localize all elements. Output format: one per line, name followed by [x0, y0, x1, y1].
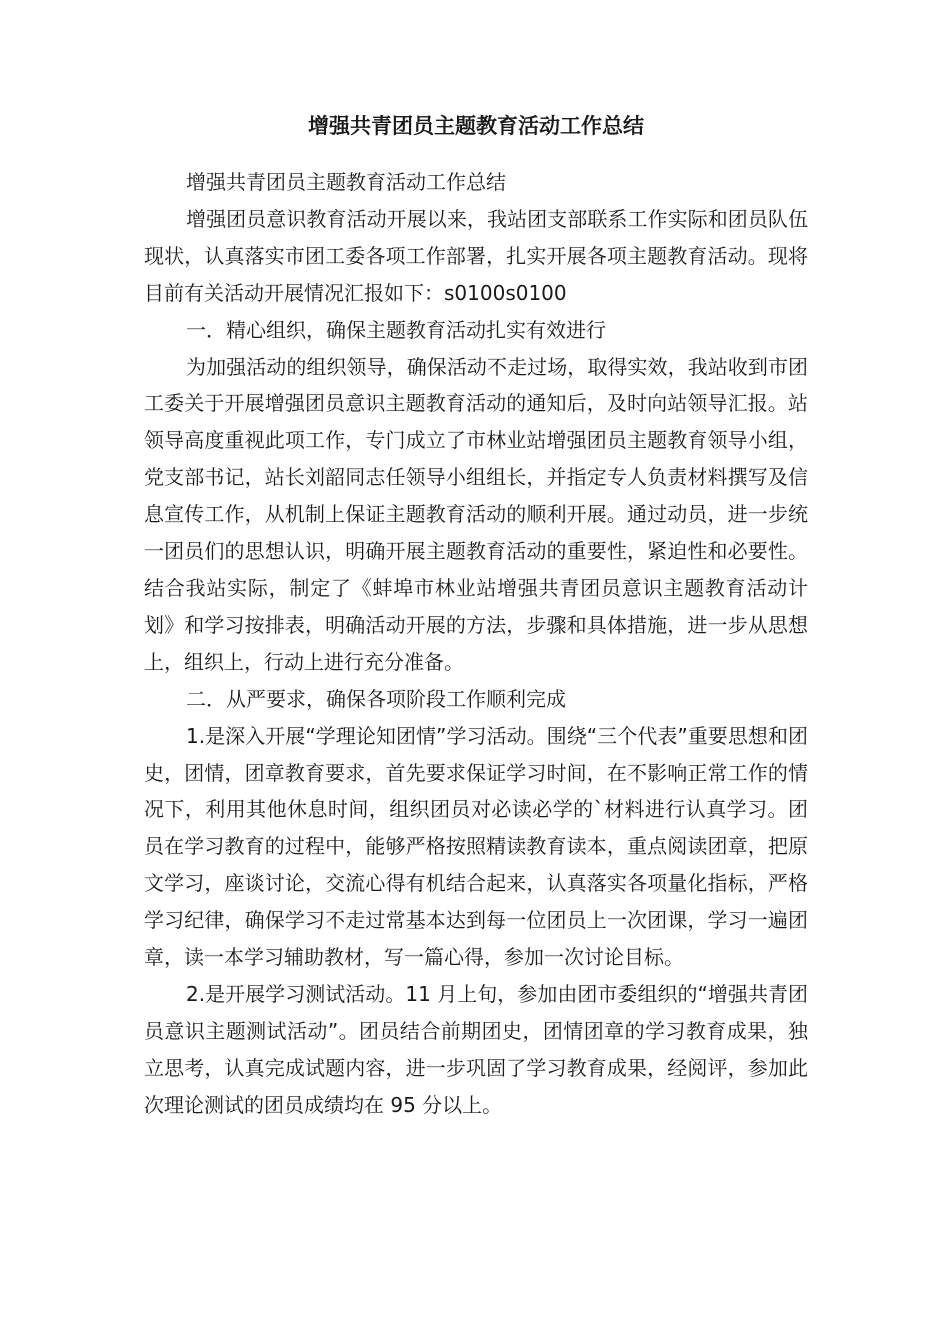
section-heading-1: 一．精心组织，确保主题教育活动扎实有效进行 — [186, 317, 606, 342]
document-title: 增强共青团员主题教育活动工作总结 — [308, 114, 644, 138]
paragraph-subtitle: 增强共青团员主题教育活动工作总结 — [186, 170, 506, 194]
section-heading-2: 二．从严要求，确保各项阶段工作顺利完成 — [186, 686, 566, 711]
paragraph-item-1: 1.是深入开展“学理论知团情”学习活动。围绕“三个代表”重要思想和团史，团情，团章教育要求，首先要求保证学习时间，在不影响正常工作的情况下，利用其他休息时间，组织团员对必读必学的`材料进行认真学习。团员在学习教育的过程中，能够严格按照精读教育读本，重点阅读团章，把原文学习，座谈讨论，交流心得有机结合起来，认真落实各项量化指标，严格学习纪律，确保学习不走过常基本达到每一位团员上一次团课，学习一遍团章，读一本学习辅助教材，写一篇心得，参加一次讨论目标。 — [144, 723, 808, 970]
paragraph-intro: 增强团员意识教育活动开展以来，我站团支部联系工作实际和团员队伍现状，认真落实市团工委各项工作部署，扎实开展各项主题教育活动。现将目前有关活动开展情况汇报如下：s0100s0100 — [144, 206, 808, 305]
paragraph-item-2: 2.是开展学习测试活动。11 月上旬，参加由团市委组织的“增强共青团员意识主题测试活动”。团员结合前期团史，团情团章的学习教育成果，独立思考，认真完成试题内容，进一步巩固了学习教育成果，经阅评，参加此次理论测试的团员成绩均在 95 分以上。 — [144, 981, 808, 1117]
document-page — [144, 108, 808, 1124]
paragraph-section-1: 为加强活动的组织领导，确保活动不走过场，取得实效，我站收到市团工委关于开展增强团员意识主题教育活动的通知后，及时向站领导汇报。站领导高度重视此项工作，专门成立了市林业站增强团员主题教育领导小组，党支部书记，站长刘韶同志任领导小组组长，并指定专人负责材料撰写及信息宣传工作，从机制上保证主题教育活动的顺利开展。通过动员，进一步统一团员们的思想认识，明确开展主题教育活动的重要性，紧迫性和必要性。结合我站实际，制定了《蚌埠市林业站增强共青团员意识主题教育活动计划》和学习按排表，明确活动开展的方法，步骤和具体措施，进一步从思想上，组织上，行动上进行充分准备。 — [144, 354, 808, 674]
